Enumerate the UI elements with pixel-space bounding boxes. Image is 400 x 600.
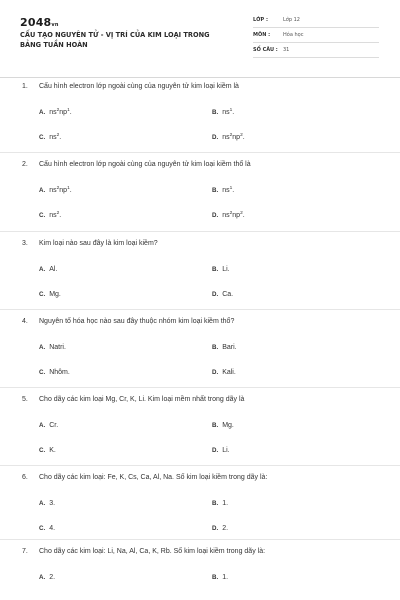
option-text: Mg. [222, 422, 234, 429]
option-text: $ns^2$. [49, 211, 62, 219]
option-letter: D. [212, 525, 219, 532]
option-letter: A. [39, 422, 46, 429]
answer-option-b[interactable] [212, 187, 234, 194]
question-number: 3. [22, 240, 28, 247]
option-letter: C. [39, 291, 46, 298]
option-letter: B. [212, 109, 219, 116]
option-letter: C. [39, 447, 46, 454]
option-letter: C. [39, 212, 46, 219]
question-number: 7. [22, 548, 28, 555]
answer-option-a[interactable] [39, 266, 57, 273]
question-divider [0, 309, 400, 310]
option-letter: B. [212, 187, 219, 194]
answer-option-b[interactable] [212, 500, 228, 507]
answer-option-d[interactable] [212, 291, 233, 298]
option-letter: B. [212, 344, 219, 351]
meta-label: SỐ CÂU : [253, 47, 278, 53]
question-text: Cho dãy các kim loại: Fe, K, Cs, Ca, Al, Na. Số kim loại kiềm trong dãy là: [39, 474, 268, 481]
option-text: Li. [222, 447, 230, 454]
answer-option-c[interactable] [39, 134, 61, 141]
answer-option-d[interactable] [212, 525, 228, 532]
option-letter: B. [212, 574, 219, 581]
option-text: 2. [49, 574, 56, 581]
answer-option-d[interactable] [212, 447, 230, 454]
option-text: Ca. [222, 291, 234, 298]
answer-option-b[interactable] [212, 574, 228, 581]
option-text: Bari. [222, 344, 237, 351]
question-number: 4. [22, 318, 28, 325]
meta-row-count [253, 43, 379, 58]
question-divider [0, 231, 400, 232]
option-letter: B. [212, 266, 219, 273]
option-letter: D. [212, 291, 219, 298]
option-text: Mg. [49, 291, 61, 298]
option-text: $ns^2$. [49, 133, 62, 141]
option-letter: C. [39, 525, 46, 532]
option-letter: A. [39, 500, 46, 507]
option-text: $ns^1$. [222, 108, 235, 116]
option-text: Natri. [49, 344, 66, 351]
question-text: Cấu hình electron lớp ngoài cùng của nguyên tử kim loại kiềm thổ là [39, 161, 251, 168]
answer-option-a[interactable] [39, 500, 55, 507]
question-text: Cho dãy các kim loại: Li, Na, Al, Ca, K, Rb. Số kim loại kiềm trong dãy là: [39, 548, 266, 555]
option-text: 1. [222, 500, 229, 507]
question-divider [0, 152, 400, 153]
meta-label: LỚP : [253, 17, 268, 23]
meta-value: 31 [283, 47, 290, 53]
answer-option-c[interactable] [39, 291, 61, 298]
option-letter: B. [212, 500, 219, 507]
answer-option-c[interactable] [39, 212, 61, 219]
question-number: 1. [22, 83, 28, 90]
question-number: 6. [22, 474, 28, 481]
option-text: 1. [222, 574, 229, 581]
meta-row-subject [253, 28, 379, 43]
option-text: $ns^2np^1$. [49, 186, 72, 194]
option-text: $ns^1$. [222, 186, 235, 194]
meta-label: MÔN : [253, 32, 271, 38]
option-text: $ns^2np^2$. [222, 211, 245, 219]
answer-option-c[interactable] [39, 447, 56, 454]
option-text: Al. [49, 266, 58, 273]
question-divider [0, 465, 400, 466]
answer-option-a[interactable] [39, 109, 72, 116]
answer-option-d[interactable] [212, 369, 236, 376]
option-text: 3. [49, 500, 56, 507]
option-letter: D. [212, 369, 219, 376]
option-letter: A. [39, 574, 46, 581]
answer-option-b[interactable] [212, 266, 230, 273]
question-text: Kim loại nào sau đây là kim loại kiềm? [39, 240, 158, 247]
answer-option-a[interactable] [39, 344, 66, 351]
option-letter: A. [39, 109, 46, 116]
question-number: 2. [22, 161, 28, 168]
option-text: Nhôm. [49, 369, 70, 376]
answer-option-a[interactable] [39, 574, 55, 581]
option-letter: A. [39, 266, 46, 273]
document-title: CẤU TẠO NGUYÊN TỬ - VỊ TRÍ CỦA KIM LOẠI TRONG BẢNG TUẦN HOÀN [20, 31, 210, 49]
option-letter: B. [212, 422, 219, 429]
option-text: Kali. [222, 369, 236, 376]
option-text: $ns^2np^2$. [222, 133, 245, 141]
answer-option-c[interactable] [39, 525, 55, 532]
answer-option-b[interactable] [212, 422, 234, 429]
meta-row-grade [253, 13, 379, 28]
option-letter: D. [212, 447, 219, 454]
option-text: $ns^2np^1$. [49, 108, 72, 116]
question-text: Nguyên tố hóa học nào sau đây thuộc nhóm kim loại kiềm thổ? [39, 318, 235, 325]
option-letter: D. [212, 134, 219, 141]
meta-value: Hóa học [283, 32, 304, 38]
answer-option-c[interactable] [39, 369, 70, 376]
option-letter: C. [39, 369, 46, 376]
question-number: 5. [22, 396, 28, 403]
answer-option-a[interactable] [39, 422, 58, 429]
meta-value: Lớp 12 [283, 17, 300, 23]
question-text: Cấu hình electron lớp ngoài cùng của nguyên tử kim loại kiềm là [39, 83, 239, 90]
answer-option-a[interactable] [39, 187, 72, 194]
option-text: Cr. [49, 422, 59, 429]
option-text: Li. [222, 266, 230, 273]
question-text: Cho dãy các kim loại Mg, Cr, K, Li. Kim loại mềm nhất trong dãy là [39, 396, 245, 403]
document-header [0, 0, 400, 78]
question-divider [0, 387, 400, 388]
option-letter: C. [39, 134, 46, 141]
site-logo[interactable]: 2048vn [20, 16, 59, 29]
answer-option-d[interactable] [212, 212, 245, 219]
answer-option-b[interactable] [212, 109, 234, 116]
option-letter: A. [39, 187, 46, 194]
answer-option-d[interactable] [212, 134, 245, 141]
option-letter: A. [39, 344, 46, 351]
option-text: 2. [222, 525, 229, 532]
option-letter: D. [212, 212, 219, 219]
option-text: K. [49, 447, 56, 454]
question-divider [0, 539, 400, 540]
answer-option-b[interactable] [212, 344, 237, 351]
option-text: 4. [49, 525, 56, 532]
